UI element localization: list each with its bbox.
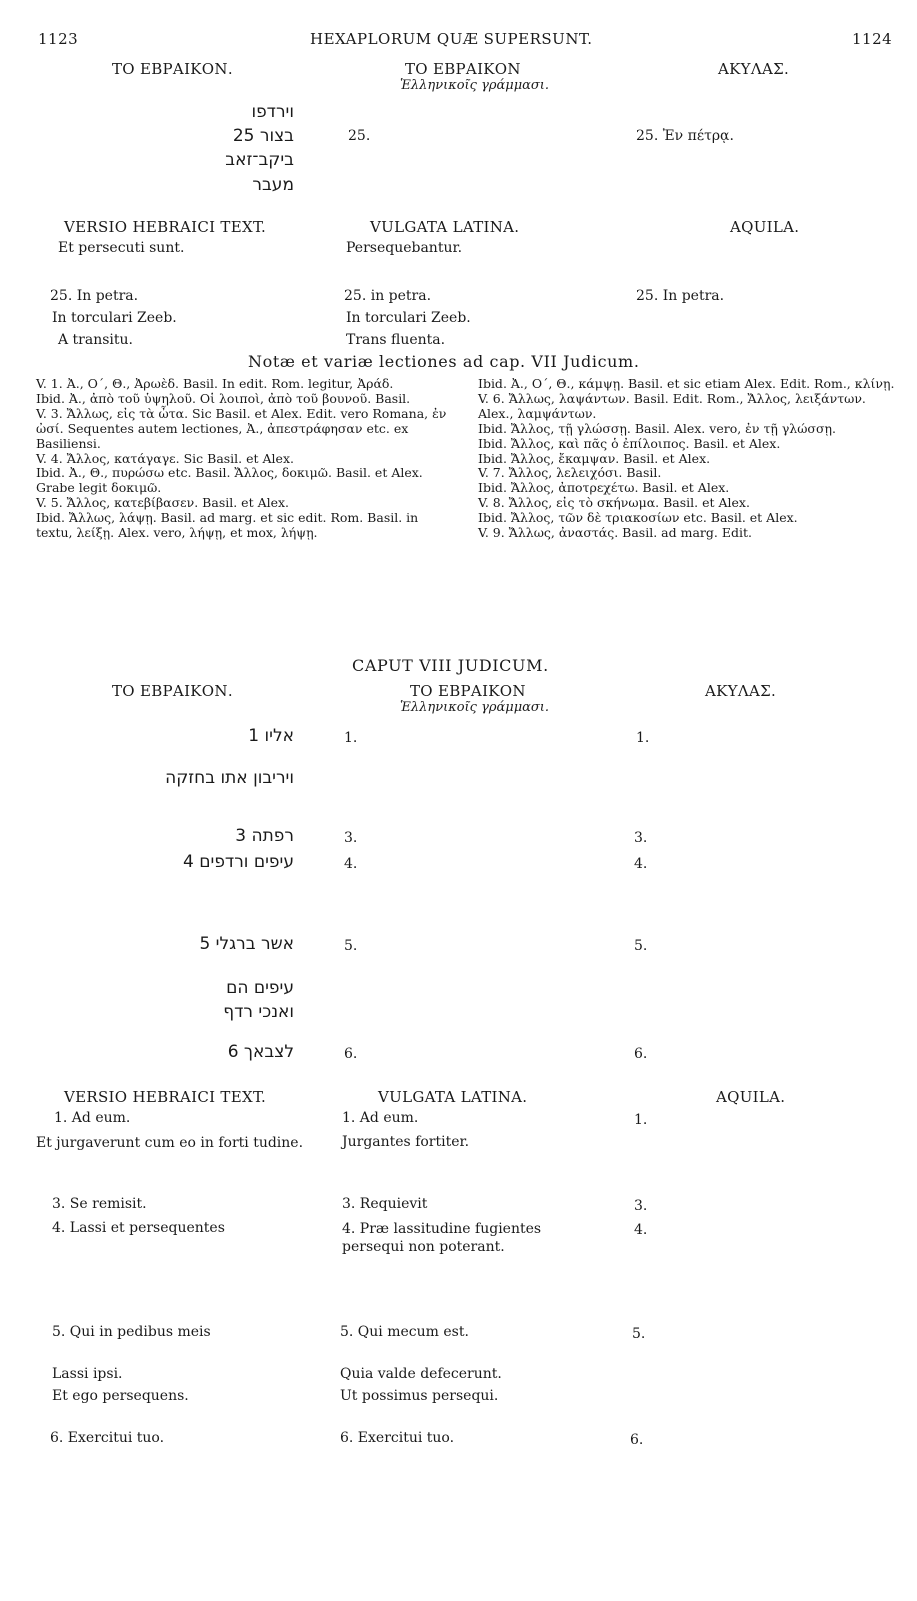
versio-line: Et persecuti sunt. — [58, 240, 185, 256]
aquila-verse-number: 3. — [634, 830, 648, 846]
greek-verse-number: 1. — [344, 730, 358, 746]
versio-line: 6. Exercitui tuo. — [50, 1430, 165, 1446]
hebrew-line: ויריבון אתו בחזקה — [165, 768, 294, 788]
col-head-hebraicon-greek-sub: Ἑλληνικοῖς γράμμασι. — [400, 78, 550, 93]
versio-line: 3. Se remisit. — [52, 1196, 147, 1212]
versio-line: 5. Qui in pedibus meis — [52, 1324, 211, 1340]
note-entry: Ibid. Ἄλλος, καὶ πᾶς ὁ ἐπίλοιπος. Basil. et Alex. — [478, 435, 781, 451]
hebrew-line: בצור 25 — [232, 126, 294, 146]
vulgata-line: 5. Qui mecum est. — [340, 1324, 469, 1340]
col-head-aquila-greek: ΑΚΥΛΑΣ. — [705, 682, 777, 700]
greek-verse-number: 6. — [344, 1046, 358, 1062]
col-head-vulgata: VULGATA LATINA. — [378, 1088, 528, 1106]
versio-line: 4. Lassi et persequentes — [52, 1220, 225, 1236]
page-number-right: 1124 — [852, 30, 893, 48]
col-head-versio: VERSIO HEBRAICI TEXT. — [64, 218, 267, 236]
aquila-line: 5. — [632, 1326, 646, 1342]
note-entry: V. 7. Ἄλλος, λελειχόσι. Basil. — [478, 465, 662, 481]
vulgata-line: Quia valde defecerunt. — [340, 1366, 502, 1382]
greek-verse-number: 5. — [344, 938, 358, 954]
aquila-verse-number: 5. — [634, 938, 648, 954]
aquila-line: 3. — [634, 1198, 648, 1214]
note-entry: V. 5. Ἄλλος, κατεβίβασεν. Basil. et Alex. — [36, 495, 290, 511]
hebrew-line: אליו 1 — [248, 726, 294, 746]
vulgata-line: Persequebantur. — [346, 240, 463, 256]
caput-title: CAPUT VIII JUDICUM. — [352, 656, 549, 675]
col-head-hebraicon-greek: ΤΟ ΕΒΡΑΙΚΟΝ — [405, 60, 521, 78]
notes-title: Notæ et variæ lectiones ad cap. VII Judicum. — [248, 352, 640, 371]
versio-line: In torculari Zeeb. — [52, 310, 177, 326]
col-head-aquila: AQUILA. — [730, 218, 800, 236]
hebrew-line: ביקב־זאב — [225, 150, 294, 170]
vulgata-line: Jurgantes fortiter. — [342, 1134, 470, 1150]
aquila-verse-number: 6. — [634, 1046, 648, 1062]
note-entry: Ibid. Ἄλλος, τῶν δὲ τριακοσίων etc. Basil. et Alex. — [478, 510, 798, 526]
vulgata-line: Trans fluenta. — [346, 332, 446, 348]
col-head-hebraicon-greek: ΤΟ ΕΒΡΑΙΚΟΝ — [410, 682, 526, 700]
page-number-left: 1123 — [38, 30, 79, 48]
col-head-hebraicon: ΤΟ ΕΒΡΑΙΚΟΝ. — [112, 682, 233, 700]
note-entry: Ibid. Ἀ., Ο΄, Θ., κάμψῃ. Basil. et sic etiam Alex. Edit. Rom., κλίνῃ. — [478, 376, 895, 391]
hebrew-line: עיפים הם — [226, 978, 294, 998]
note-entry: Ibid. Ἀ., Θ., πυρώσω etc. Basil. Ἄλλος, δοκιμῶ. Basil. et Alex. Grabe legit δοκιμῶ. — [36, 465, 423, 496]
hebrew-line: עיפים ורדפים 4 — [183, 852, 294, 872]
vulgata-line: 6. Exercitui tuo. — [340, 1430, 455, 1446]
versio-line: Et ego persequens. — [52, 1388, 189, 1404]
aquila-line: 6. — [630, 1432, 644, 1448]
versio-line: A transitu. — [58, 332, 133, 348]
aquila-greek-text: 25. Ἐν πέτρᾳ. — [636, 128, 734, 144]
notes-right-column — [478, 377, 896, 541]
hebrew-line: ואנכי רדף — [223, 1002, 294, 1022]
vulgata-line: 1. Ad eum. — [342, 1110, 419, 1126]
col-head-hebraicon: ΤΟ ΕΒΡΑΙΚΟΝ. — [112, 60, 233, 78]
hebrew-line: אשר ברגלי 5 — [199, 934, 294, 954]
running-title: HEXAPLORUM QUÆ SUPERSUNT. — [310, 30, 593, 48]
col-head-hebraicon-greek-sub: Ἑλληνικοῖς γράμμασι. — [400, 700, 550, 715]
note-entry: V. 9. Ἄλλως, ἀναστάς. Basil. ad marg. Edit. — [478, 525, 752, 541]
note-entry: Ibid. Ἄλλος, ἔκαμψαν. Basil. et Alex. — [478, 450, 711, 466]
note-entry: Ibid. Ἄλλος, ἀποτρεχέτω. Basil. et Alex. — [478, 480, 730, 496]
versio-line: 1. Ad eum. — [54, 1110, 131, 1126]
hebrew-line: לצבאך 6 — [227, 1042, 294, 1062]
col-head-versio: VERSIO HEBRAICI TEXT. — [64, 1088, 267, 1106]
hebrew-line: רפתה 3 — [235, 826, 294, 846]
versio-line: Et jurgaverunt cum eo in forti tudine. — [36, 1135, 304, 1151]
vulgata-line: In torculari Zeeb. — [346, 310, 471, 326]
greek-verse-number: 4. — [344, 856, 358, 872]
aquila-line: 25. In petra. — [636, 288, 725, 304]
vulgata-line: 25. in petra. — [344, 288, 432, 304]
hebrew-line: וירדפו — [251, 102, 294, 122]
hebrew-line: מעבר — [252, 175, 294, 195]
note-entry: V. 3. Ἄλλως, εἰς τὰ ὦτα. Sic Basil. et Alex. Edit. vero Romana, ἐν ὠσί. Sequentes autem lectiones, Ἀ., ἀπεστράφησαν etc. ex Basiliensi. — [36, 405, 447, 451]
note-entry: Ibid. Ἀ., ἀπὸ τοῦ ὑψηλοῦ. Οἱ λοιποὶ, ἀπὸ τοῦ βουνοῦ. Basil. — [36, 390, 411, 406]
greek-verse-number: 3. — [344, 830, 358, 846]
aquila-verse-number: 1. — [636, 730, 650, 746]
notes-left-column — [36, 377, 454, 541]
vulgata-line: Ut possimus persequi. — [340, 1388, 499, 1404]
aquila-verse-number: 4. — [634, 856, 648, 872]
col-head-aquila: AQUILA. — [716, 1088, 786, 1106]
vulgata-line: 4. Præ lassitudine fugientes persequi non poterant. — [342, 1221, 542, 1255]
greek-verse-number: 25. — [348, 128, 371, 144]
aquila-line: 1. — [634, 1112, 648, 1128]
note-entry: Ibid. Ἄλλος, τῇ γλώσσῃ. Basil. Alex. vero, ἐν τῇ γλώσσῃ. — [478, 420, 836, 436]
col-head-vulgata: VULGATA LATINA. — [370, 218, 520, 236]
versio-line: Lassi ipsi. — [52, 1366, 123, 1382]
vulgata-line: 3. Requievit — [342, 1196, 428, 1212]
col-head-aquila-greek: ΑΚΥΛΑΣ. — [718, 60, 790, 78]
versio-line: 25. In petra. — [50, 288, 139, 304]
note-entry: V. 8. Ἄλλος, εἰς τὸ σκήνωμα. Basil. et Alex. — [478, 495, 750, 511]
note-entry: V. 1. Ἀ., Ο΄, Θ., Ἀρωὲδ. Basil. In edit. Rom. legitur, Ἀράδ. — [36, 376, 394, 391]
note-entry: Ibid. Ἄλλως, λάψῃ. Basil. ad marg. et sic edit. Rom. Basil. in textu, λείξῃ. Alex. vero, λήψῃ, et mox, λήψῃ. — [36, 510, 419, 541]
aquila-line: 4. — [634, 1222, 648, 1238]
note-entry: V. 6. Ἄλλως, λαψάντων. Basil. Edit. Rom., Ἄλλος, λειξάντων. Alex., λαμψάντων. — [478, 390, 866, 421]
note-entry: V. 4. Ἄλλος, κατάγαγε. Sic Basil. et Alex. — [36, 450, 294, 466]
